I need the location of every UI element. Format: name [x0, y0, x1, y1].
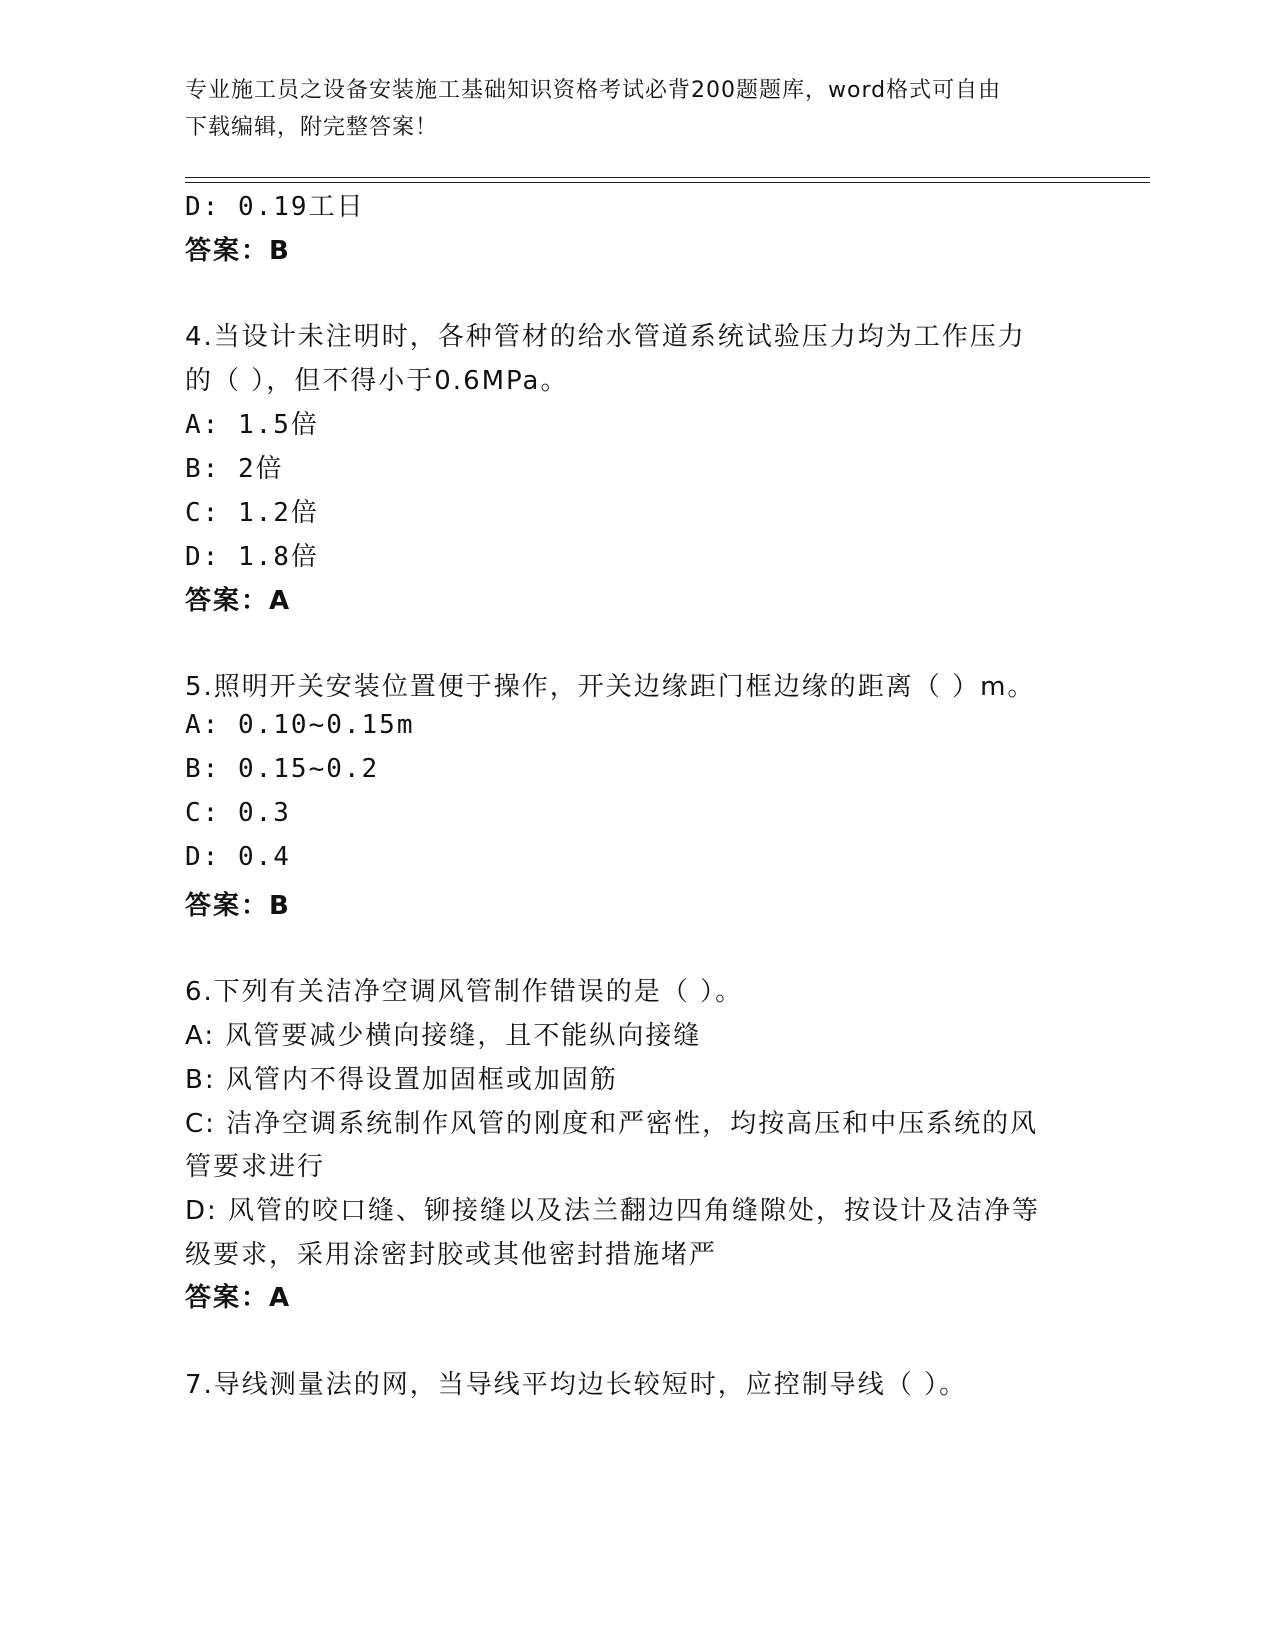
option-a: A: 风管要减少横向接缝，且不能纵向接缝 [185, 1021, 702, 1051]
option-d: D: 0.19工日 [185, 192, 365, 222]
answer-line: 答案：B [185, 891, 291, 921]
option-d: D: 1.8倍 [185, 542, 319, 572]
option-c: C: 0.3 [185, 798, 291, 828]
answer-line: 答案：A [185, 586, 292, 616]
option-d-line-1: D: 风管的咬口缝、铆接缝以及法兰翻边四角缝隙处，按设计及洁净等 [185, 1196, 1041, 1226]
option-c-line-2: 管要求进行 [185, 1152, 326, 1182]
option-c-line-1: C: 洁净空调系统制作风管的刚度和严密性，均按高压和中压系统的风 [185, 1109, 1039, 1139]
header-line-2: 下载编辑，附完整答案！ [185, 115, 439, 140]
document-header [185, 72, 1085, 146]
option-b: B: 0.15~0.2 [185, 754, 380, 784]
header-divider-bottom [185, 182, 1150, 183]
question-6: 6.下列有关洁净空调风管制作错误的是（ ）。 [185, 977, 744, 1007]
option-d: D: 0.4 [185, 842, 291, 872]
question-4-line-1: 4.当设计未注明时，各种管材的给水管道系统试验压力均为工作压力 [185, 322, 1026, 352]
header-divider-top [185, 177, 1150, 178]
header-line-1: 专业施工员之设备安装施工基础知识资格考试必背200题题库，word格式可自由 [185, 78, 1002, 103]
option-b: B: 风管内不得设置加固框或加固筋 [185, 1065, 618, 1095]
question-4-line-2: 的（ ），但不得小于0.6MPa。 [185, 366, 569, 396]
option-a: A: 0.10~0.15m [185, 710, 415, 740]
question-5: 5.照明开关安装位置便于操作，开关边缘距门框边缘的距离（ ）m。 [185, 672, 1036, 702]
answer-line: 答案：B [185, 236, 291, 266]
option-b: B: 2倍 [185, 454, 284, 484]
question-7: 7.导线测量法的网，当导线平均边长较短时，应控制导线（ ）。 [185, 1370, 968, 1400]
answer-line: 答案：A [185, 1283, 292, 1313]
option-a: A: 1.5倍 [185, 410, 319, 440]
option-d-line-2: 级要求，采用涂密封胶或其他密封措施堵严 [185, 1240, 718, 1270]
option-c: C: 1.2倍 [185, 498, 319, 528]
